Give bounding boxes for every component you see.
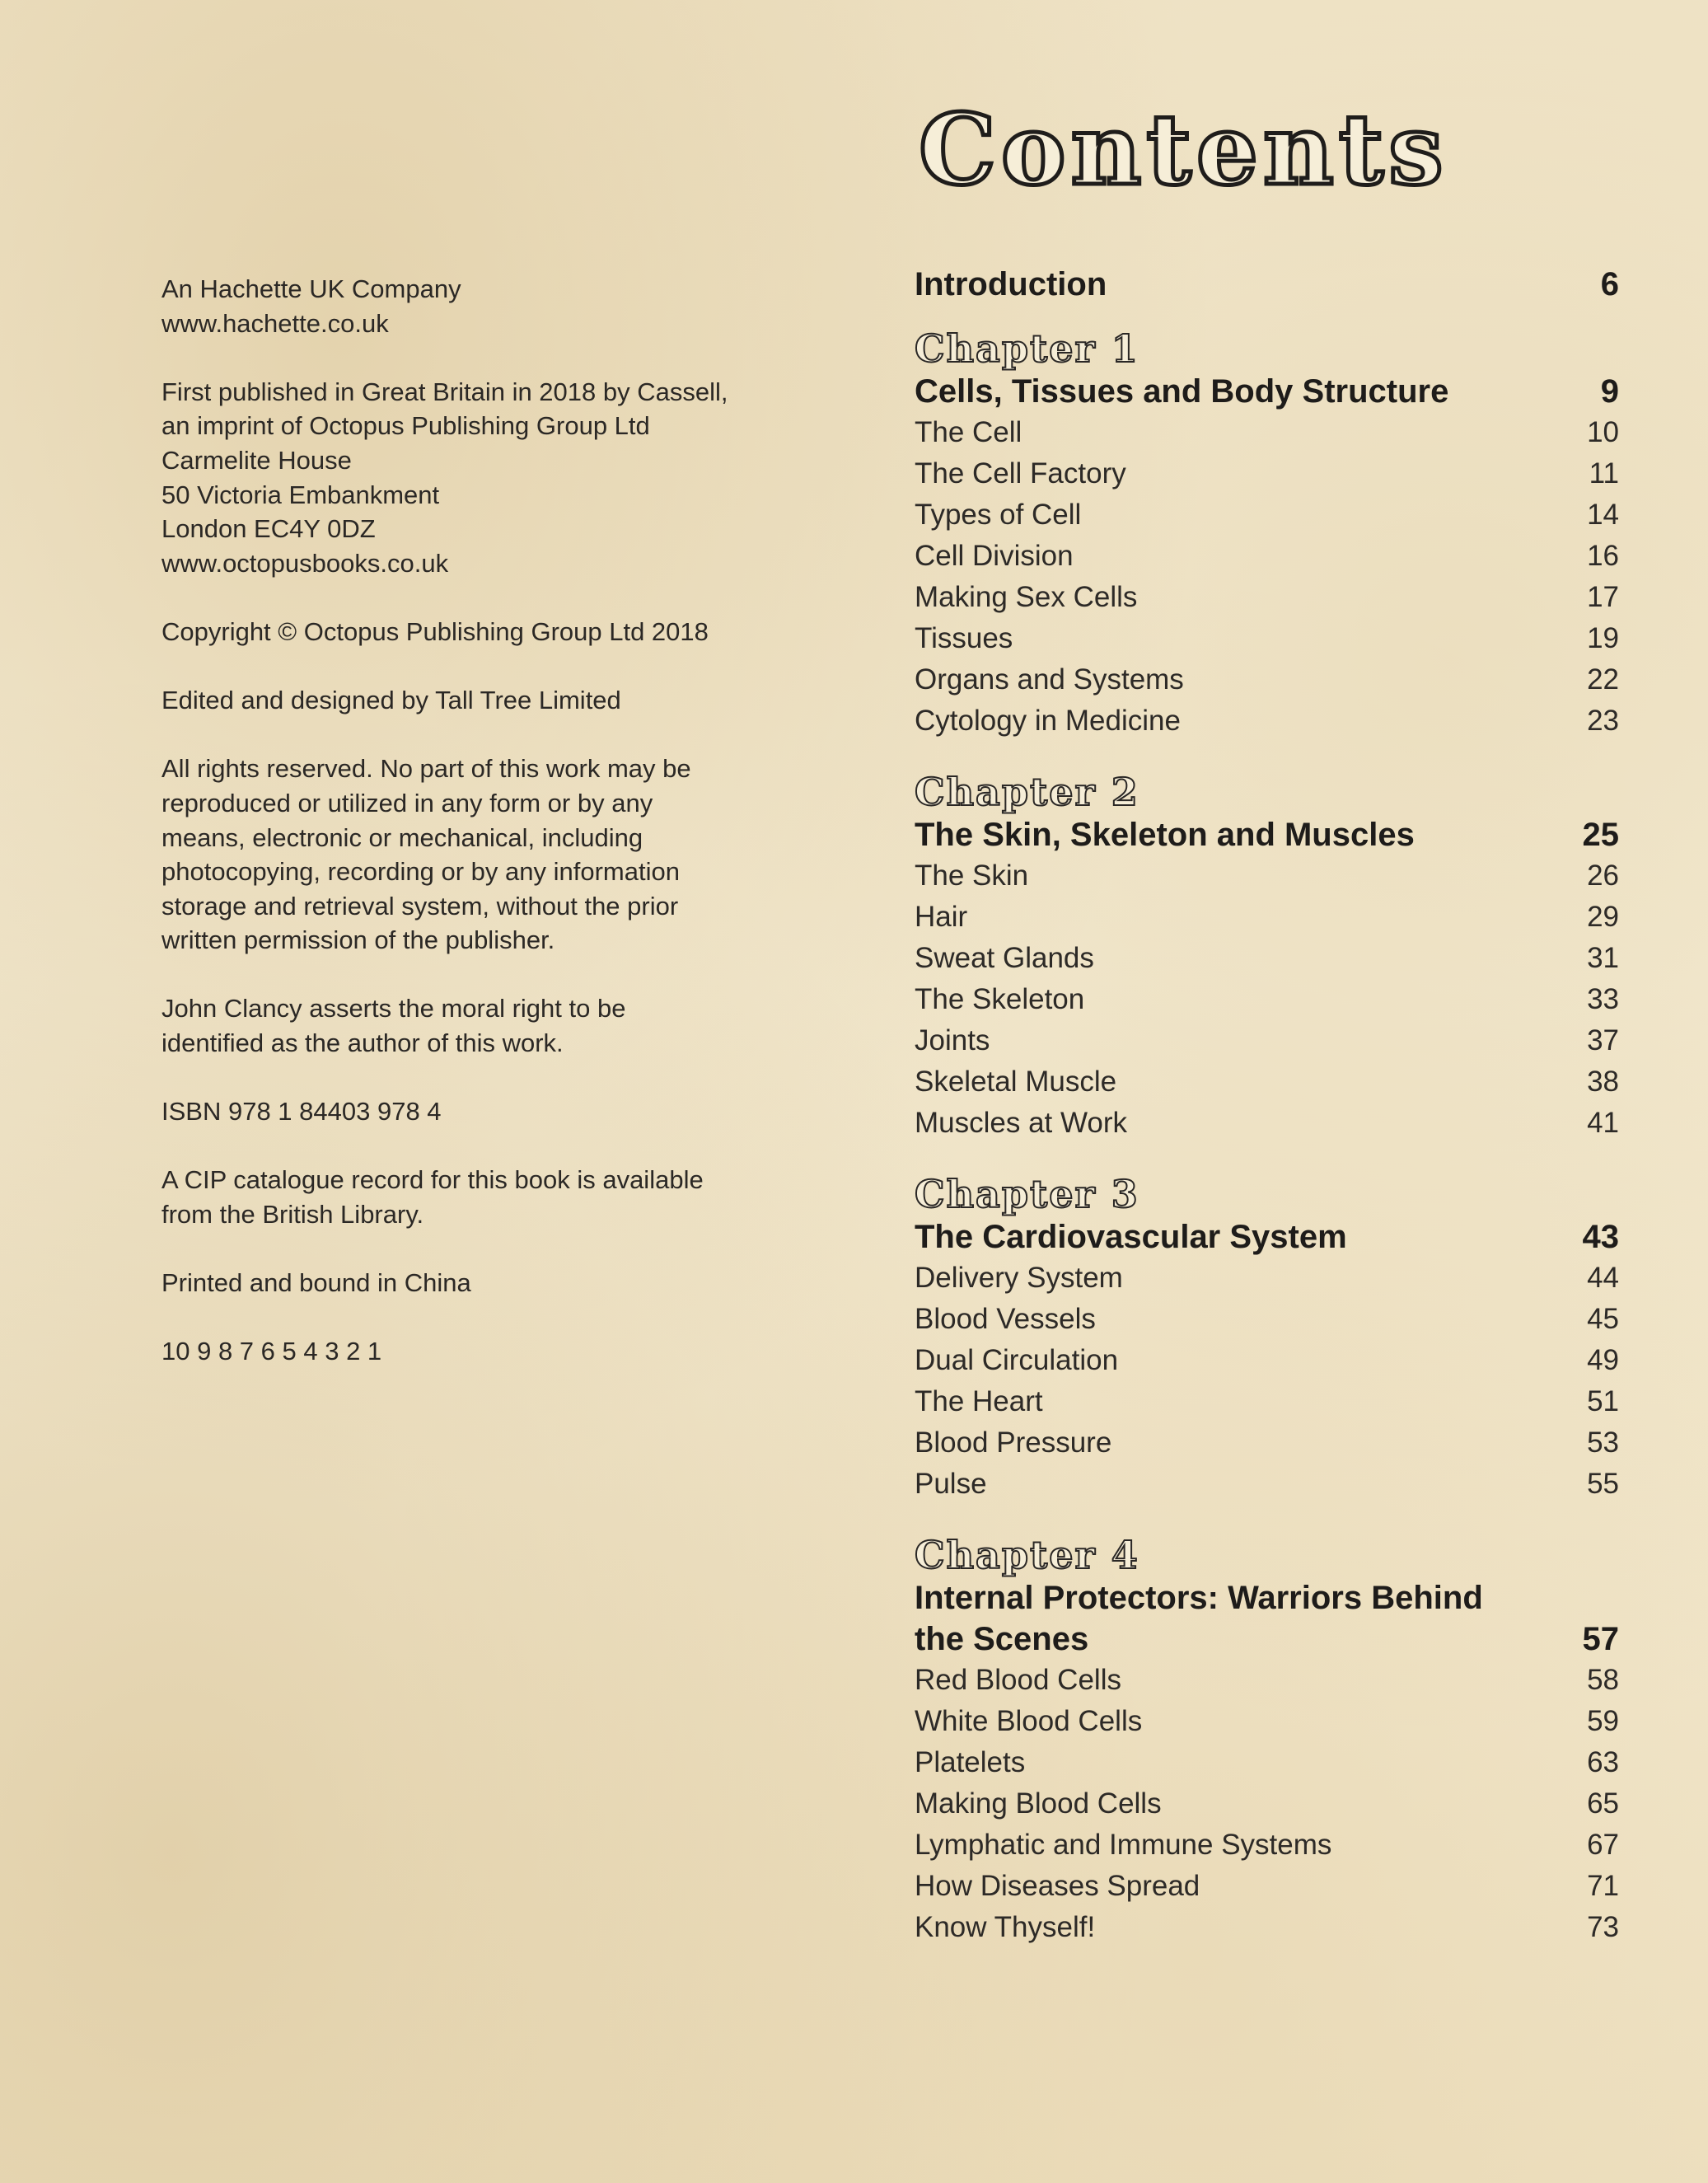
cip-line: from the British Library. <box>161 1200 424 1230</box>
toc-section[interactable] <box>915 1742 1619 1783</box>
toc-section[interactable] <box>915 700 1619 742</box>
chapter-page: 9 <box>1600 373 1619 410</box>
chapter-4 <box>915 1533 1619 1948</box>
rights-line: All rights reserved. No part of this work may be <box>161 754 691 784</box>
print-line: 10 9 8 7 6 5 4 3 2 1 <box>161 1337 382 1366</box>
toc-section[interactable] <box>915 1866 1619 1907</box>
toc-section[interactable] <box>915 897 1619 938</box>
chapter-label: Chapter 1 <box>915 326 1139 371</box>
section-page: 65 <box>1587 1787 1619 1820</box>
section-page: 31 <box>1587 942 1619 974</box>
section-title: Making Blood Cells <box>915 1787 1162 1820</box>
toc-section[interactable] <box>915 1340 1619 1381</box>
chapter-label: Chapter 2 <box>915 770 1139 814</box>
section-title: The Skin <box>915 860 1029 892</box>
toc-section[interactable] <box>915 1907 1619 1948</box>
toc-section[interactable] <box>915 1701 1619 1742</box>
toc-section[interactable] <box>915 938 1619 979</box>
chapter-title-row[interactable] <box>915 1216 1619 1258</box>
copyright-notice: Copyright © Octopus Publishing Group Ltd 2018 <box>161 616 709 646</box>
section-title: Cytology in Medicine <box>915 705 1181 737</box>
section-title: Red Blood Cells <box>915 1664 1121 1696</box>
contents-heading-text: Contents <box>919 97 1448 207</box>
section-page: 33 <box>1587 983 1619 1015</box>
publisher-url[interactable]: www.hachette.co.uk <box>161 308 389 338</box>
rights-notice <box>161 752 788 958</box>
rights-line: written permission of the publisher. <box>161 925 555 955</box>
section-title: Delivery System <box>915 1262 1123 1294</box>
chapter-page: 25 <box>1582 817 1619 853</box>
author-line: John Clancy asserts the moral right to be <box>161 994 626 1024</box>
section-page: 37 <box>1587 1024 1619 1056</box>
section-page: 63 <box>1587 1746 1619 1778</box>
section-title: The Cell Factory <box>915 457 1126 490</box>
publication-address <box>161 375 788 581</box>
chapter-title-row[interactable] <box>915 371 1619 412</box>
section-page: 55 <box>1587 1468 1619 1500</box>
section-page: 51 <box>1587 1385 1619 1417</box>
section-title: Platelets <box>915 1746 1026 1778</box>
chapter-1 <box>915 326 1619 742</box>
section-title: Hair <box>915 901 968 933</box>
contents-heading <box>915 97 1491 221</box>
toc-introduction[interactable] <box>915 264 1619 305</box>
section-title: Blood Pressure <box>915 1426 1112 1459</box>
chapter-title: Internal Protectors: Warriors Behind the Scenes <box>915 1580 1483 1657</box>
section-title: Tissues <box>915 622 1013 654</box>
chapter-title: Cells, Tissues and Body Structure <box>915 373 1449 410</box>
section-page: 58 <box>1587 1664 1619 1696</box>
section-title: Organs and Systems <box>915 663 1184 696</box>
section-page: 19 <box>1587 622 1619 654</box>
section-page: 59 <box>1587 1705 1619 1737</box>
toc-section[interactable] <box>915 855 1619 897</box>
edited-credit: Edited and designed by Tall Tree Limited <box>161 686 621 715</box>
section-page: 44 <box>1587 1262 1619 1294</box>
section-title: Making Sex Cells <box>915 581 1138 613</box>
address-line: Carmelite House <box>161 445 352 475</box>
section-title: Muscles at Work <box>915 1107 1128 1139</box>
chapter-label: Chapter 4 <box>915 1533 1139 1577</box>
isbn: ISBN 978 1 84403 978 4 <box>161 1097 442 1127</box>
section-title: Joints <box>915 1024 990 1056</box>
toc-section[interactable] <box>915 412 1619 453</box>
rights-line: reproduced or utilized in any form or by any <box>161 788 653 817</box>
cip-line: A CIP catalogue record for this book is available <box>161 1165 704 1195</box>
section-title: Skeletal Muscle <box>915 1066 1117 1098</box>
section-page: 53 <box>1587 1426 1619 1459</box>
rights-line: photocopying, recording or by any information <box>161 857 680 887</box>
toc-section[interactable] <box>915 618 1619 659</box>
publisher-info <box>161 272 788 340</box>
author-line: identified as the author of this work. <box>161 1028 564 1058</box>
section-title: The Skeleton <box>915 983 1085 1015</box>
cip-notice <box>161 1163 788 1231</box>
toc-introduction-title: Introduction <box>915 266 1107 302</box>
section-title: Types of Cell <box>915 499 1082 531</box>
octopus-url[interactable]: www.octopusbooks.co.uk <box>161 548 449 578</box>
section-title: Cell Division <box>915 540 1074 572</box>
toc-section[interactable] <box>915 1299 1619 1340</box>
chapter-3 <box>915 1172 1619 1505</box>
section-page: 22 <box>1587 663 1619 696</box>
address-line: London EC4Y 0DZ <box>161 514 376 544</box>
section-page: 29 <box>1587 901 1619 933</box>
section-page: 14 <box>1587 499 1619 531</box>
printed-notice: Printed and bound in China <box>161 1268 471 1298</box>
section-page: 67 <box>1587 1829 1619 1861</box>
section-page: 16 <box>1587 540 1619 572</box>
section-page: 38 <box>1587 1066 1619 1098</box>
section-title: Blood Vessels <box>915 1303 1096 1335</box>
section-page: 49 <box>1587 1344 1619 1376</box>
author-assertion <box>161 991 788 1060</box>
section-page: 45 <box>1587 1303 1619 1335</box>
publisher-name: An Hachette UK Company <box>161 274 461 303</box>
section-title: Sweat Glands <box>915 942 1094 974</box>
toc-section[interactable] <box>915 1020 1619 1061</box>
toc-section[interactable] <box>915 1422 1619 1464</box>
chapter-page: 43 <box>1582 1219 1619 1255</box>
section-page: 10 <box>1587 416 1619 448</box>
toc-section[interactable] <box>915 1061 1619 1103</box>
toc-section[interactable] <box>915 1660 1619 1701</box>
section-title: The Cell <box>915 416 1022 448</box>
chapter-title: The Cardiovascular System <box>915 1219 1347 1255</box>
section-page: 71 <box>1587 1870 1619 1902</box>
section-title: Pulse <box>915 1468 987 1500</box>
toc-section[interactable] <box>915 536 1619 577</box>
toc-section[interactable] <box>915 577 1619 618</box>
toc-section[interactable] <box>915 494 1619 536</box>
toc-section[interactable] <box>915 453 1619 494</box>
address-line: 50 Victoria Embankment <box>161 480 440 509</box>
chapter-title-row[interactable] <box>915 814 1619 855</box>
section-title: Lymphatic and Immune Systems <box>915 1829 1332 1861</box>
section-page: 41 <box>1587 1107 1619 1139</box>
address-line: First published in Great Britain in 2018 by Cassell, <box>161 377 728 406</box>
toc-section[interactable] <box>915 1825 1619 1866</box>
imprint-block <box>161 272 788 1403</box>
toc-section[interactable] <box>915 1103 1619 1144</box>
chapter-2 <box>915 770 1619 1144</box>
rights-line: means, electronic or mechanical, including <box>161 822 643 852</box>
section-page: 23 <box>1587 705 1619 737</box>
toc-section[interactable] <box>915 979 1619 1020</box>
toc-section[interactable] <box>915 1258 1619 1299</box>
address-line: an imprint of Octopus Publishing Group Ltd <box>161 411 650 441</box>
section-page: 26 <box>1587 860 1619 892</box>
section-page: 17 <box>1587 581 1619 613</box>
table-of-contents <box>915 264 1619 1976</box>
chapter-title-row[interactable] <box>915 1577 1619 1660</box>
rights-line: storage and retrieval system, without the prior <box>161 891 679 921</box>
toc-section[interactable] <box>915 1464 1619 1505</box>
toc-section[interactable] <box>915 659 1619 700</box>
toc-section[interactable] <box>915 1783 1619 1825</box>
chapter-title: The Skin, Skeleton and Muscles <box>915 817 1415 853</box>
section-title: The Heart <box>915 1385 1043 1417</box>
chapter-page: 57 <box>1582 1621 1619 1657</box>
section-page: 73 <box>1587 1911 1619 1943</box>
chapter-label: Chapter 3 <box>915 1172 1139 1216</box>
section-title: Dual Circulation <box>915 1344 1119 1376</box>
section-page: 11 <box>1589 457 1619 490</box>
toc-introduction-page: 6 <box>1600 266 1619 302</box>
section-title: How Diseases Spread <box>915 1870 1200 1902</box>
section-title: Know Thyself! <box>915 1911 1096 1943</box>
toc-section[interactable] <box>915 1381 1619 1422</box>
section-title: White Blood Cells <box>915 1705 1143 1737</box>
